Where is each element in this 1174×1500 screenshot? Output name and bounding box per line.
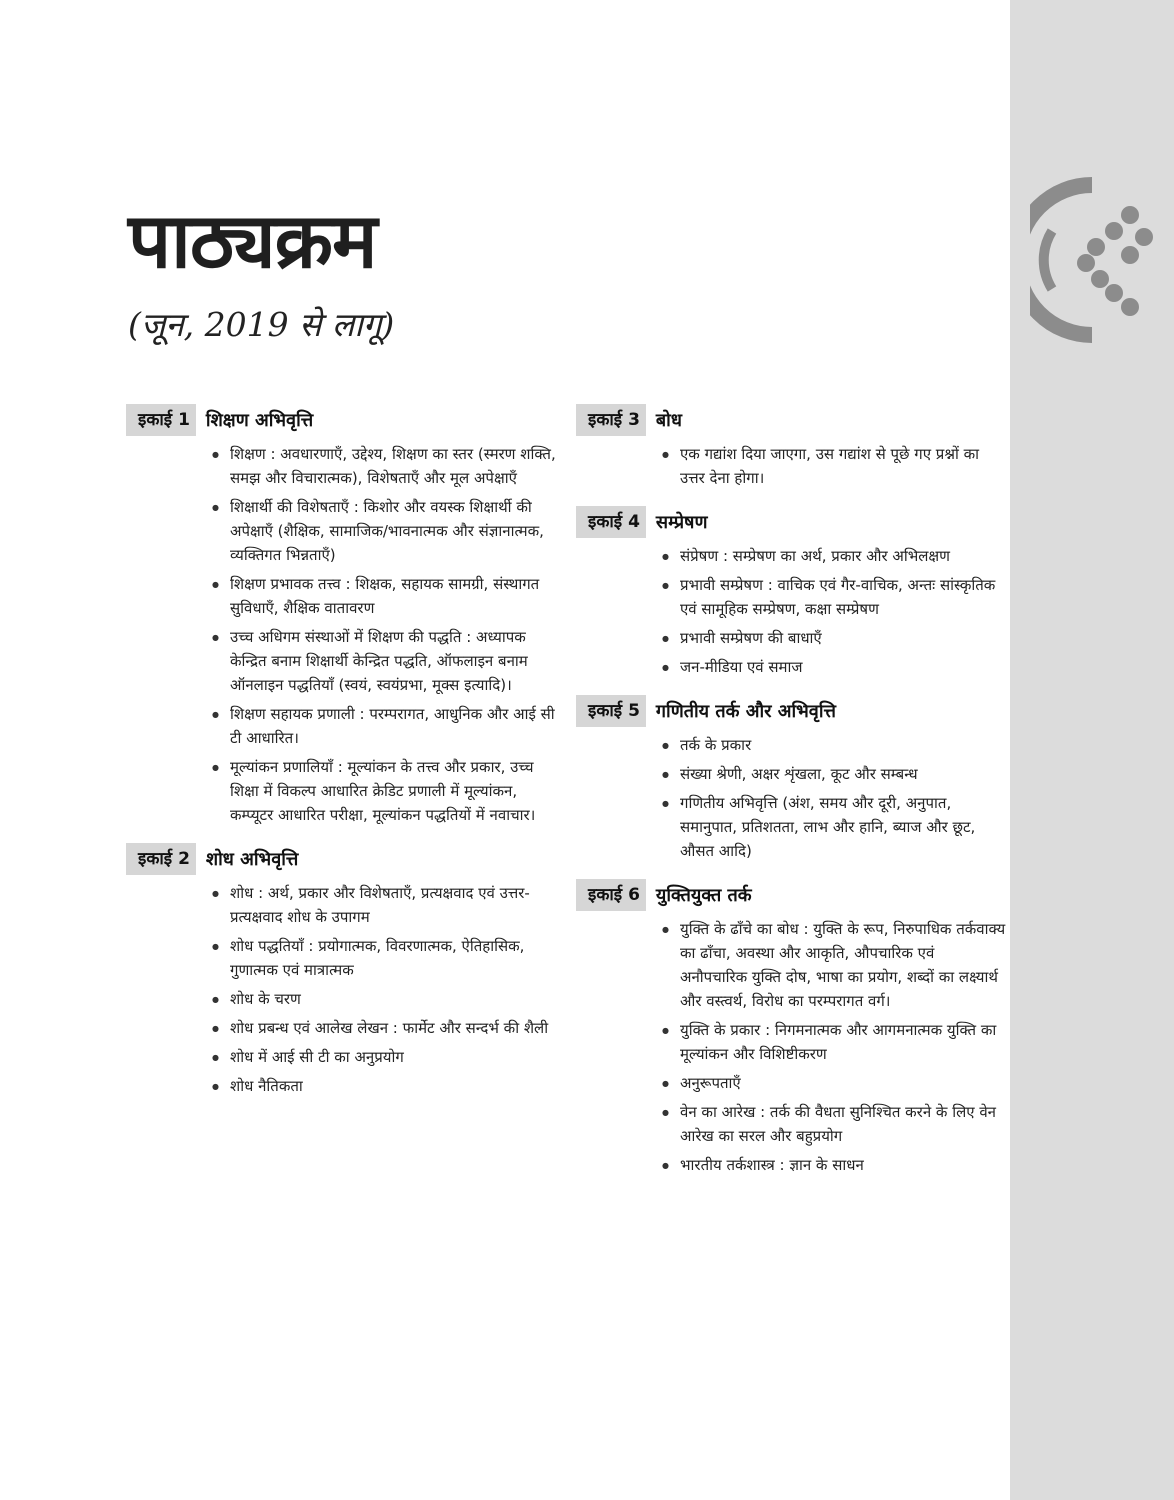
list-item: ● युक्ति के प्रकार : निगमनात्मक और आगमनात्मक युक्ति का मूल्यांकन और विशिष्टीकरण [662,1018,1006,1066]
unit-header [576,506,1006,538]
unit-items [126,881,556,1098]
list-item: ● उच्च अधिगम संस्थाओं में शिक्षण की पद्धति : अध्यापक केन्द्रित बनाम शिक्षार्थी केन्द्रित पद्धति, ऑफलाइन बनाम ऑनलाइन पद्धतियाँ (स्वयं, स्वयंप्रभा, मूक्स इत्यादि)। [212,625,556,697]
list-item: ● शोध में आई सी टी का अनुप्रयोग [212,1045,556,1069]
left-column [126,404,556,1114]
unit-title: शोध अभिवृत्ति [205,849,299,870]
unit-tag: इकाई 1 [126,404,196,436]
list-item: ● शोध के चरण [212,987,556,1011]
right-column [576,404,1006,1193]
unit-items [576,733,1006,863]
chapter-logo-icon [1030,175,1174,345]
list-item: ● संप्रेषण : सम्प्रेषण का अर्थ, प्रकार और अभिलक्षण [662,544,1006,568]
list-item: ● प्रभावी सम्प्रेषण की बाधाएँ [662,626,1006,650]
unit-1 [126,404,556,827]
unit-header [126,843,556,875]
unit-3 [576,404,1006,490]
list-item: ● शोध : अर्थ, प्रकार और विशेषताएँ, प्रत्यक्षवाद एवं उत्तर-प्रत्यक्षवाद शोध के उपागम [212,881,556,929]
list-item: ● शिक्षार्थी की विशेषताएँ : किशोर और वयस्क शिक्षार्थी की अपेक्षाएँ (शैक्षिक, सामाजिक/भावनात्मक और संज्ञानात्मक, व्यक्तिगत भिन्नताएँ) [212,495,556,567]
unit-tag: इकाई 6 [576,879,646,911]
list-item: ● गणितीय अभिवृत्ति (अंश, समय और दूरी, अनुपात, समानुपात, प्रतिशतता, लाभ और हानि, ब्याज और छूट, औसत आदि) [662,791,1006,863]
list-item: ● प्रभावी सम्प्रेषण : वाचिक एवं गैर-वाचिक, अन्तः सांस्कृतिक एवं सामूहिक सम्प्रेषण, कक्षा सम्प्रेषण [662,573,1006,621]
unit-header [576,695,1006,727]
unit-title: बोध [655,410,682,431]
page-subtitle: (जून, 2019 से लागू) [128,305,395,344]
unit-title: शिक्षण अभिवृत्ति [205,410,314,431]
list-item: ● शिक्षण सहायक प्रणाली : परम्परागत, आधुनिक और आई सी टी आधारित। [212,702,556,750]
list-item: ● शोध प्रबन्ध एवं आलेख लेखन : फार्मेट और सन्दर्भ की शैली [212,1016,556,1040]
unit-tag: इकाई 3 [576,404,646,436]
unit-5 [576,695,1006,863]
unit-items [126,442,556,827]
unit-header [126,404,556,436]
list-item: ● वेन का आरेख : तर्क की वैधता सुनिश्चित करने के लिए वेन आरेख का सरल और बहुप्रयोग [662,1100,1006,1148]
unit-4 [576,506,1006,679]
list-item: ● युक्ति के ढाँचे का बोध : युक्ति के रूप, निरुपाधिक तर्कवाक्य का ढाँचा, अवस्था और आकृति, औपचारिक एवं अनौपचारिक युक्ति दोष, भाषा का प्रयोग, शब्दों का लक्ष्यार्थ और वस्त्वर्थ, विरोध का परम्परागत वर्ग। [662,917,1006,1013]
list-item: ● एक गद्यांश दिया जाएगा, उस गद्यांश से पूछे गए प्रश्नों का उत्तर देना होगा। [662,442,1006,490]
list-item: ● जन-मीडिया एवं समाज [662,655,1006,679]
unit-tag: इकाई 2 [126,843,196,875]
unit-6 [576,879,1006,1177]
unit-items [576,544,1006,679]
page-title: पाठ्यक्रम [128,196,377,285]
unit-items [576,917,1006,1177]
unit-title: युक्तियुक्त तर्क [655,885,752,906]
unit-title: सम्प्रेषण [655,512,708,533]
list-item: ● शिक्षण : अवधारणाएँ, उद्देश्य, शिक्षण का स्तर (स्मरण शक्ति, समझ और विचारात्मक), विशेषताएँ और मूल अपेक्षाएँ [212,442,556,490]
list-item: ● तर्क के प्रकार [662,733,1006,757]
unit-tag: इकाई 4 [576,506,646,538]
list-item: ● संख्या श्रेणी, अक्षर शृंखला, कूट और सम्बन्ध [662,762,1006,786]
unit-header [576,404,1006,436]
unit-2 [126,843,556,1098]
list-item: ● शिक्षण प्रभावक तत्त्व : शिक्षक, सहायक सामग्री, संस्थागत सुविधाएँ, शैक्षिक वातावरण [212,572,556,620]
list-item: ● शोध पद्धतियाँ : प्रयोगात्मक, विवरणात्मक, ऐतिहासिक, गुणात्मक एवं मात्रात्मक [212,934,556,982]
unit-title: गणितीय तर्क और अभिवृत्ति [655,701,836,722]
unit-tag: इकाई 5 [576,695,646,727]
unit-header [576,879,1006,911]
list-item: ● अनुरूपताएँ [662,1071,1006,1095]
list-item: ● भारतीय तर्कशास्त्र : ज्ञान के साधन [662,1153,1006,1177]
unit-items [576,442,1006,490]
list-item: ● शोध नैतिकता [212,1074,556,1098]
list-item: ● मूल्यांकन प्रणालियाँ : मूल्यांकन के तत्त्व और प्रकार, उच्च शिक्षा में विकल्प आधारित क्रेडिट प्रणाली में मूल्यांकन, कम्प्यूटर आधारित परीक्षा, मूल्यांकन पद्धतियों में नवाचार। [212,755,556,827]
